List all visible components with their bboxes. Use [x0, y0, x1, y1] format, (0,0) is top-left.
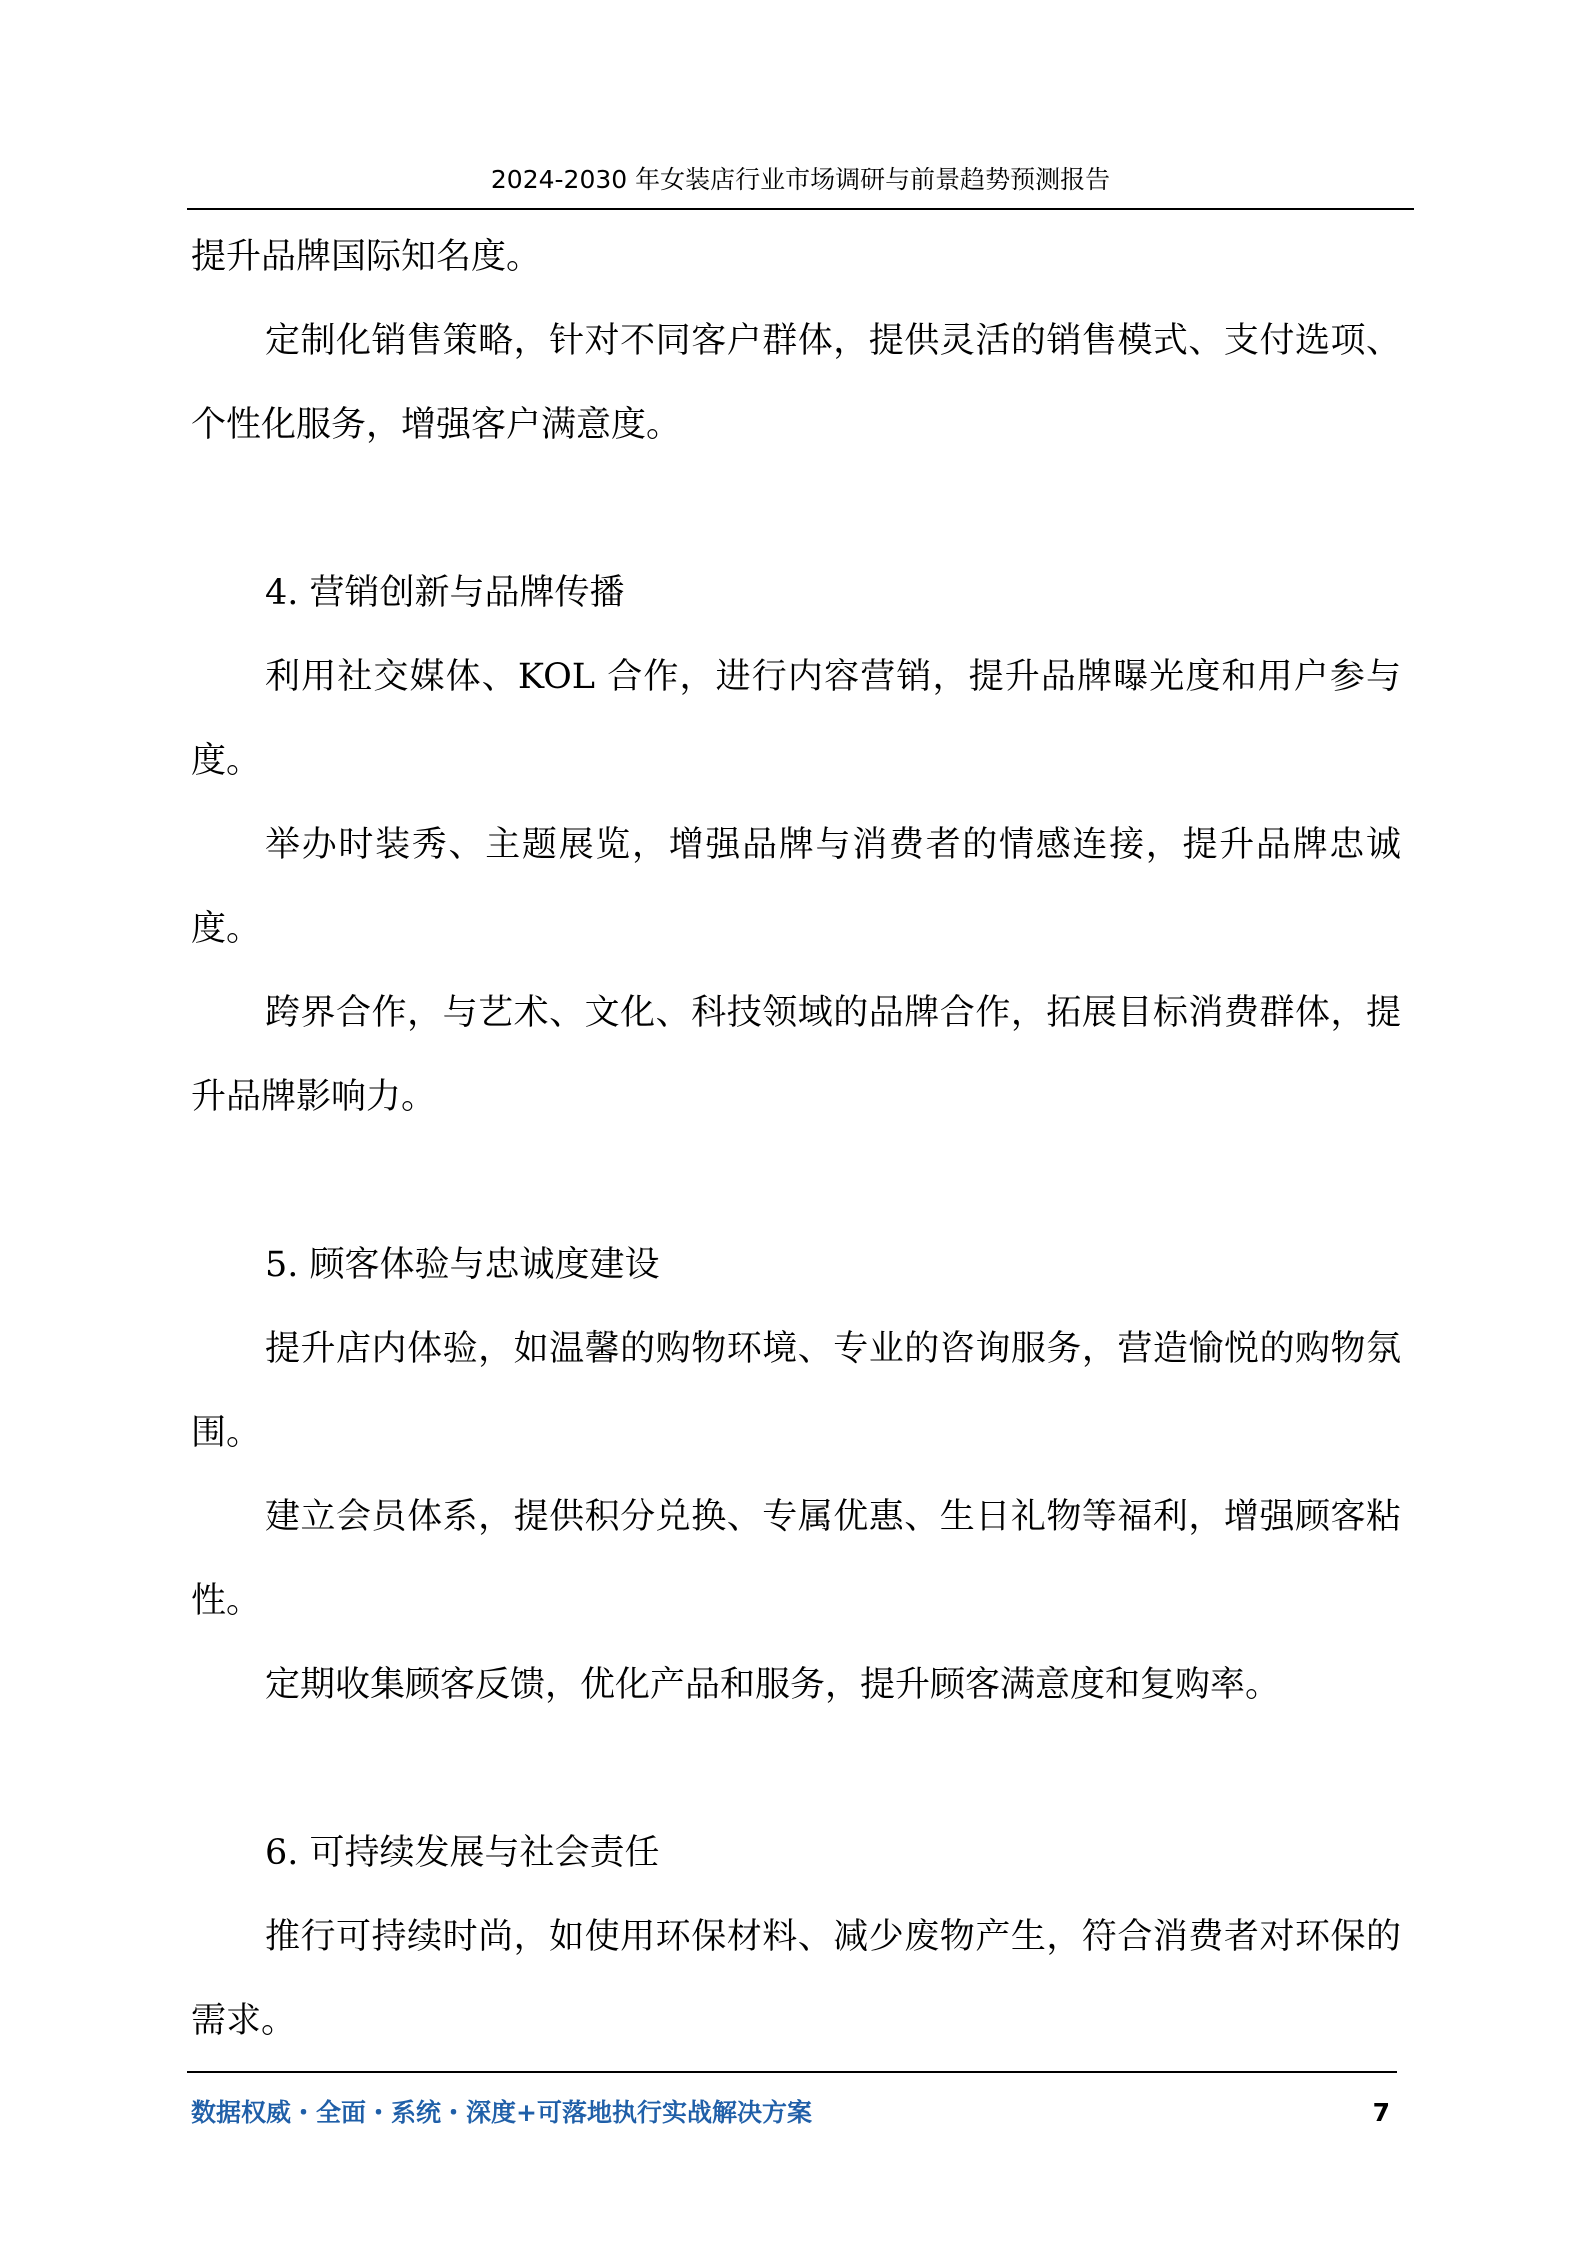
paragraph-7: 建立会员体系，提供积分兑换、专属优惠、生日礼物等福利，增强顾客粘性。	[191, 1497, 1401, 1621]
footer-divider	[187, 2071, 1397, 2073]
header-divider	[187, 208, 1414, 210]
footer-slogan: 数据权威・全面・系统・深度+可落地执行实战解决方案	[191, 2098, 812, 2127]
section-heading-5: 5. 顾客体验与忠诚度建设	[265, 1245, 660, 1285]
paragraph-6: 提升店内体验，如温馨的购物环境、专业的咨询服务，营造愉悦的购物氛围。	[191, 1329, 1401, 1453]
paragraph-1: 提升品牌国际知名度。	[191, 237, 542, 277]
section-heading-4: 4. 营销创新与品牌传播	[265, 573, 625, 613]
report-title: 2024-2030 年女装店行业市场调研与前景趋势预测报告	[490, 165, 1111, 194]
page-number: 7	[1372, 2098, 1390, 2127]
paragraph-8: 定期收集顾客反馈，优化产品和服务，提升顾客满意度和复购率。	[265, 1665, 1281, 1705]
section-heading-6: 6. 可持续发展与社会责任	[265, 1833, 660, 1873]
paragraph-9: 推行可持续时尚，如使用环保材料、减少废物产生，符合消费者对环保的需求。	[191, 1917, 1401, 2041]
paragraph-3: 利用社交媒体、KOL 合作，进行内容营销，提升品牌曝光度和用户参与度。	[191, 657, 1401, 781]
paragraph-2: 定制化销售策略，针对不同客户群体，提供灵活的销售模式、支付选项、个性化服务，增强客户满意度。	[191, 321, 1401, 445]
paragraph-4: 举办时装秀、主题展览，增强品牌与消费者的情感连接，提升品牌忠诚度。	[191, 825, 1401, 949]
paragraph-5: 跨界合作，与艺术、文化、科技领域的品牌合作，拓展目标消费群体，提升品牌影响力。	[191, 993, 1401, 1117]
